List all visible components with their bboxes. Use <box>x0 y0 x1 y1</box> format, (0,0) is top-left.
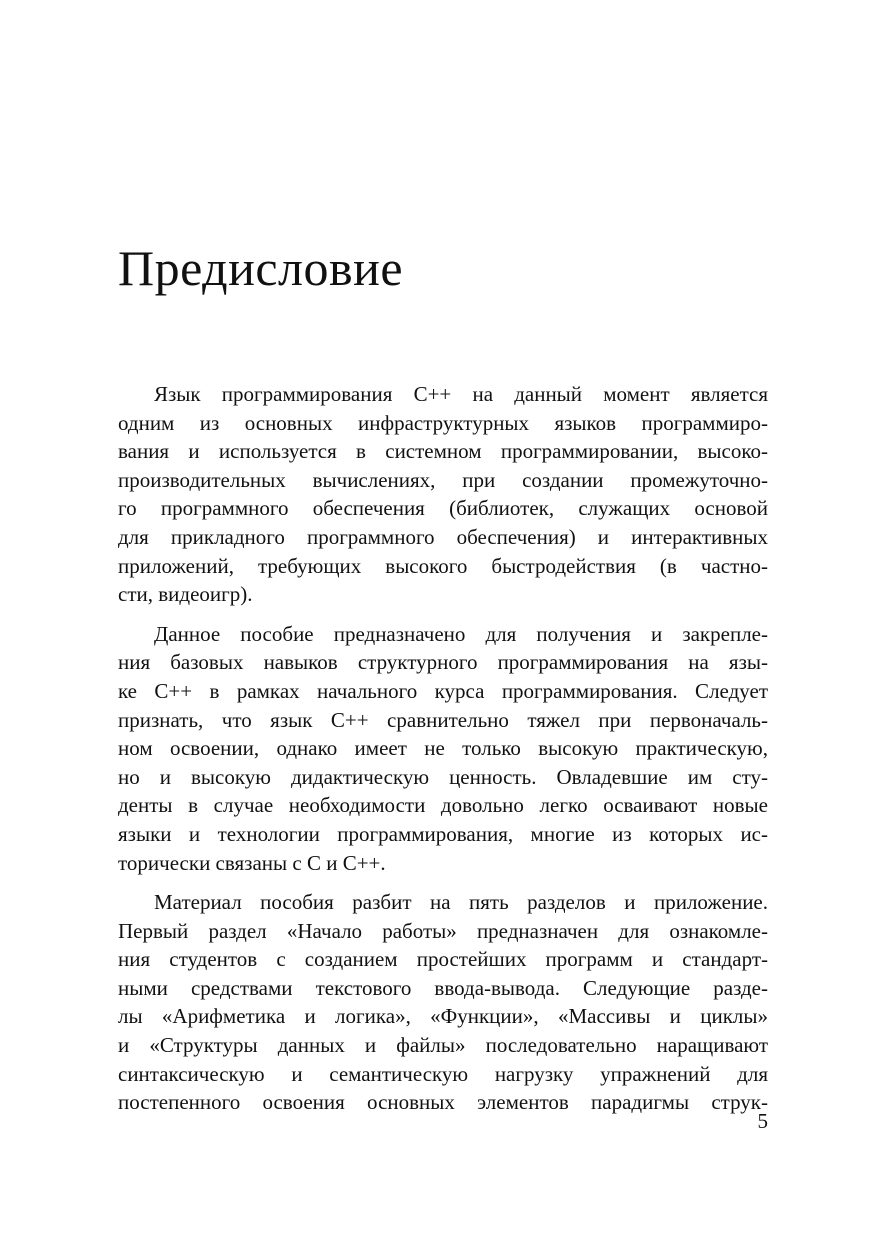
text-line: торически связаны с C и C++. <box>118 850 386 875</box>
text-line: приложений, требующих высокого быстродействия (в частно- <box>118 553 768 578</box>
page-number: 5 <box>757 1109 768 1133</box>
text-line: и «Структуры данных и файлы» последовательно наращивают <box>118 1033 768 1058</box>
paragraph <box>118 380 768 609</box>
text-line: го программного обеспечения (библиотек, служащих основой <box>118 496 768 521</box>
text-line: производительных вычислениях, при создании промежуточно- <box>118 467 768 492</box>
text-line: ке C++ в рамках начального курса программирования. Следует <box>118 678 768 703</box>
text-line: сти, видеоигр). <box>118 582 253 607</box>
paragraph <box>118 888 768 1117</box>
body-text <box>118 380 768 1128</box>
text-line: вания и используется в системном программировании, высоко- <box>118 439 768 464</box>
text-line: ния студентов с созданием простейших программ и стандарт- <box>118 947 768 972</box>
text-line: Данное пособие предназначено для получения и закрепле- <box>154 621 768 646</box>
text-line: одним из основных инфраструктурных языков программиро- <box>118 410 768 435</box>
text-line: языки и технологии программирования, многие из которых ис- <box>118 821 768 846</box>
text-line: Материал пособия разбит на пять разделов и приложение. <box>154 890 768 915</box>
text-line: ными средствами текстового ввода-вывода. Следующие разде- <box>118 975 768 1000</box>
text-line: ном освоении, однако имеет не только высокую практическую, <box>118 736 768 761</box>
text-line: постепенного освоения основных элементов парадигмы струк- <box>118 1090 768 1115</box>
text-line: Язык программирования C++ на данный момент является <box>154 382 768 406</box>
paragraph <box>118 620 768 877</box>
text-line: лы «Арифметика и логика», «Функции», «Массивы и циклы» <box>118 1004 768 1029</box>
chapter-title: Предисловие <box>118 240 404 296</box>
text-line: но и высокую дидактическую ценность. Овладевшие им сту- <box>118 764 768 789</box>
text-line: ния базовых навыков структурного программирования на язы- <box>118 650 768 675</box>
text-line: Первый раздел «Начало работы» предназначен для ознакомле- <box>118 918 768 943</box>
text-line: денты в случае необходимости довольно легко осваивают новые <box>118 793 768 818</box>
text-line: признать, что язык C++ сравнительно тяжел при первоначаль- <box>118 707 768 732</box>
text-line: синтаксическую и семантическую нагрузку упражнений для <box>118 1061 768 1086</box>
text-line: для прикладного программного обеспечения) и интерактивных <box>118 524 768 549</box>
